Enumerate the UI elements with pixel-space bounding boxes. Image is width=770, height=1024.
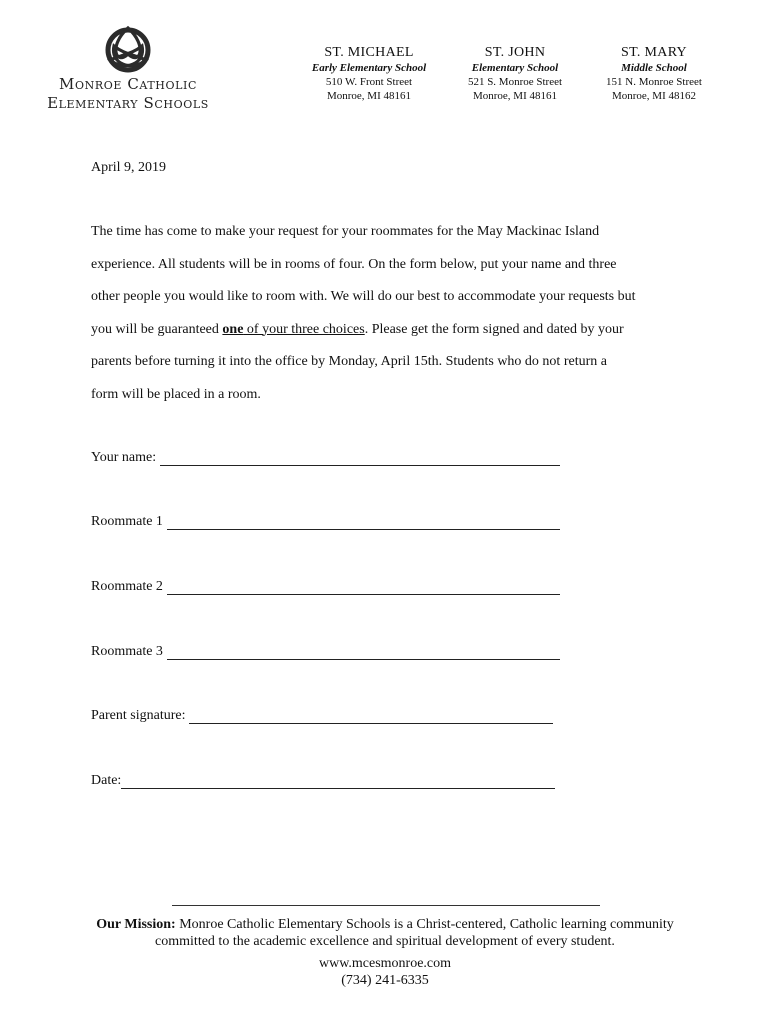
letter-line: form will be placed in a room.: [91, 386, 261, 402]
phone-number: (734) 241-6335: [341, 973, 429, 988]
school-street: 510 W. Front Street: [325, 76, 413, 88]
school-name: ST. MICHAEL: [324, 45, 414, 60]
contact-info: [0, 955, 770, 989]
school-type: Middle School: [621, 62, 687, 74]
field-label: Roommate 1: [91, 514, 163, 529]
field-label: Parent signature:: [91, 708, 186, 723]
field-label: Roommate 2: [91, 579, 163, 594]
field-label: Date:: [91, 773, 122, 788]
parent-signature-blank[interactable]: [189, 709, 553, 724]
emphasis-choices: of your three choices: [243, 321, 365, 337]
field-label: Roommate 3: [91, 644, 163, 659]
mission-line: committed to the academic excellence and spiritual development of every student.: [155, 934, 615, 949]
school-type: Elementary School: [471, 62, 559, 74]
emphasis-one: one: [222, 321, 244, 337]
school-city: Monroe, MI 48162: [611, 90, 697, 102]
mission-text: Monroe Catholic Elementary Schools is a Christ-centered, Catholic learning community: [175, 917, 674, 932]
school-directory: [296, 44, 720, 103]
roommate-1-blank[interactable]: [167, 515, 560, 530]
letter-line: parents before turning it into the office by Monday, April 15th. Students who do not return a: [91, 354, 607, 369]
roommate-3-blank[interactable]: [167, 645, 560, 660]
website-link[interactable]: www.mcesmonroe.com: [318, 956, 452, 971]
school-logo: [36, 24, 220, 112]
roommate-2-field: [91, 579, 560, 595]
school-street: 151 N. Monroe Street: [606, 76, 702, 88]
school-name: ST. JOHN: [484, 45, 546, 60]
letter-line: The time has come to make your request for your roommates for the May Mackinac Island: [91, 224, 600, 239]
letter-line: [91, 320, 651, 353]
school-st-michael: [296, 44, 442, 103]
letter-text: you will be guaranteed: [91, 321, 223, 337]
date-blank[interactable]: [121, 774, 555, 789]
date-field: [91, 773, 555, 789]
your-name-field: [91, 450, 560, 466]
mission-line: [0, 916, 770, 933]
footer-divider: [172, 905, 600, 906]
parent-signature-field: [91, 708, 553, 724]
letter-date: April 9, 2019: [91, 160, 167, 175]
school-city: Monroe, MI 48161: [472, 90, 558, 102]
school-name: ST. MARY: [621, 45, 687, 60]
org-name-line2: Elementary Schools: [47, 94, 209, 112]
roommate-3-field: [91, 644, 560, 660]
org-name-line1: Monroe Catholic: [59, 75, 197, 93]
letter-line: experience. All students will be in rooms of four. On the form below, put your name and three: [91, 256, 617, 272]
roommate-1-field: [91, 514, 560, 530]
letter-line: other people you would like to room with. We will do our best to accommodate your requests but: [91, 289, 636, 304]
school-street: 521 S. Monroe Street: [467, 76, 563, 88]
field-label: Your name:: [91, 450, 157, 465]
roommate-2-blank[interactable]: [167, 580, 560, 595]
letter-text: . Please get the form signed and dated by your: [364, 321, 624, 337]
triquetra-logo-icon: [102, 24, 154, 74]
school-city: Monroe, MI 48161: [326, 90, 412, 102]
your-name-blank[interactable]: [160, 451, 560, 466]
mission-label: Our Mission:: [96, 917, 176, 932]
school-st-john: [442, 44, 588, 103]
mission-statement: [0, 916, 770, 950]
letter-body: [91, 222, 651, 417]
guarantee-emphasis: [222, 322, 364, 337]
school-type: Early Elementary School: [311, 62, 427, 74]
school-st-mary: [588, 44, 720, 103]
